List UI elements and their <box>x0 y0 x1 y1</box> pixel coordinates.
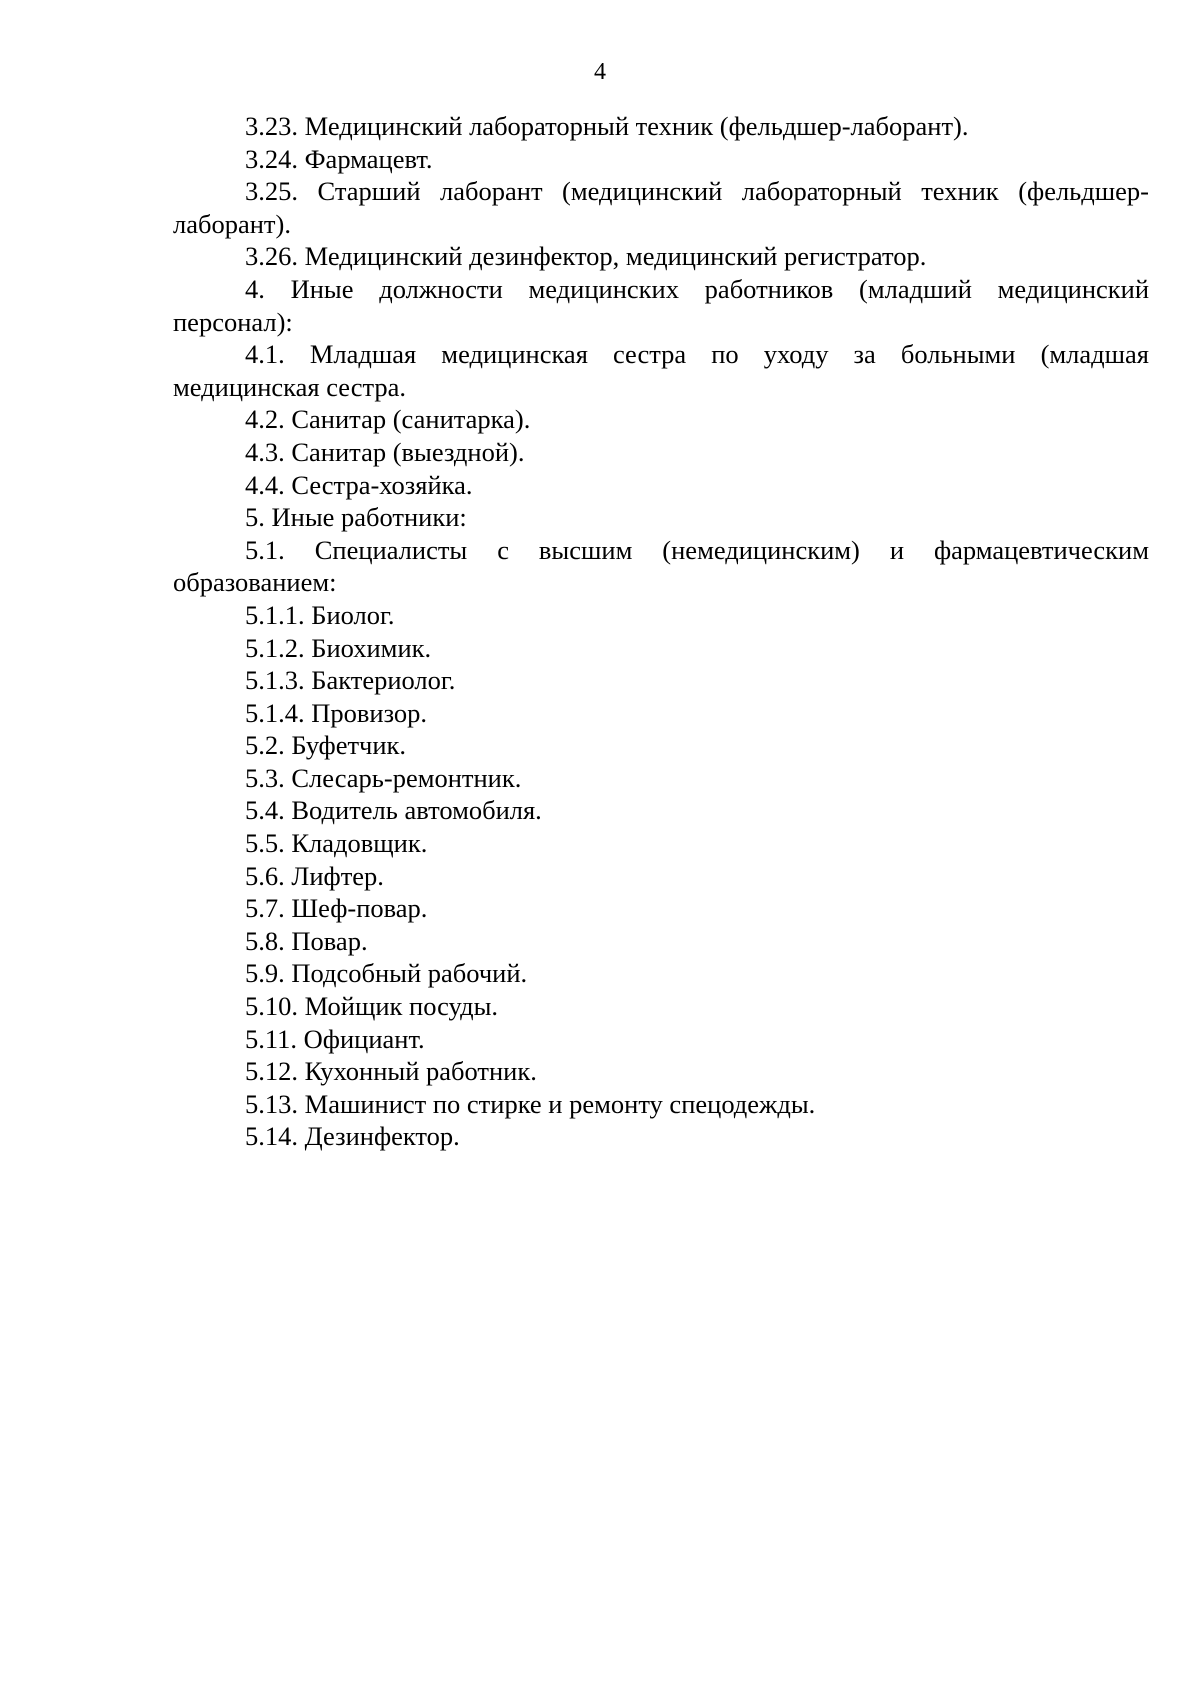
list-item-5-1-1: 5.1.1. Биолог. <box>245 599 395 630</box>
list-item-5-1-2: 5.1.2. Биохимик. <box>245 632 432 663</box>
list-item-5-7: 5.7. Шеф-повар. <box>245 893 428 924</box>
list-item-5-2: 5.2. Буфетчик. <box>245 730 407 761</box>
list-item-5-13: 5.13. Машинист по стирке и ремонту спецодежды. <box>245 1088 816 1119</box>
list-item-5-1-4: 5.1.4. Провизор. <box>245 697 428 728</box>
section-5-heading: 5. Иные работники: <box>245 502 467 533</box>
list-item-4-3: 4.3. Санитар (выездной). <box>245 436 525 467</box>
list-item-3-25: 3.25. Старший лаборант (медицинский лабораторный техник (фельдшер-лаборант). <box>173 176 1149 239</box>
document-body <box>173 110 1149 1153</box>
list-item-5-6: 5.6. Лифтер. <box>245 860 384 891</box>
list-item-5-5: 5.5. Кладовщик. <box>245 828 428 859</box>
list-item-4-1: 4.1. Младшая медицинская сестра по уходу за больными (младшая медицинская сестра. <box>173 339 1149 402</box>
list-item-3-24: 3.24. Фармацевт. <box>245 143 433 174</box>
list-item-5-3: 5.3. Слесарь-ремонтник. <box>245 762 522 793</box>
list-item-5-14: 5.14. Дезинфектор. <box>245 1121 460 1152</box>
list-item-5-11: 5.11. Официант. <box>245 1023 425 1054</box>
list-item-5-1: 5.1. Специалисты с высшим (немедицинским) и фармацевтическим образованием: <box>173 534 1149 598</box>
list-item-3-26: 3.26. Медицинский дезинфектор, медицинский регистратор. <box>245 241 927 272</box>
list-item-5-9: 5.9. Подсобный рабочий. <box>245 958 528 989</box>
list-item-5-12: 5.12. Кухонный работник. <box>245 1056 537 1087</box>
section-4-heading: 4. Иные должности медицинских работников (младший медицинский персонал): <box>173 273 1149 337</box>
list-item-4-4: 4.4. Сестра-хозяйка. <box>245 469 473 500</box>
list-item-5-4: 5.4. Водитель автомобиля. <box>245 795 542 826</box>
list-item-5-1-3: 5.1.3. Бактериолог. <box>245 665 456 696</box>
page-number: 4 <box>594 59 606 85</box>
list-item-4-2: 4.2. Санитар (санитарка). <box>245 404 531 435</box>
list-item-5-8: 5.8. Повар. <box>245 925 368 956</box>
list-item-3-23: 3.23. Медицинский лабораторный техник (фельдшер-лаборант). <box>245 111 969 141</box>
list-item-5-10: 5.10. Мойщик посуды. <box>245 991 499 1022</box>
